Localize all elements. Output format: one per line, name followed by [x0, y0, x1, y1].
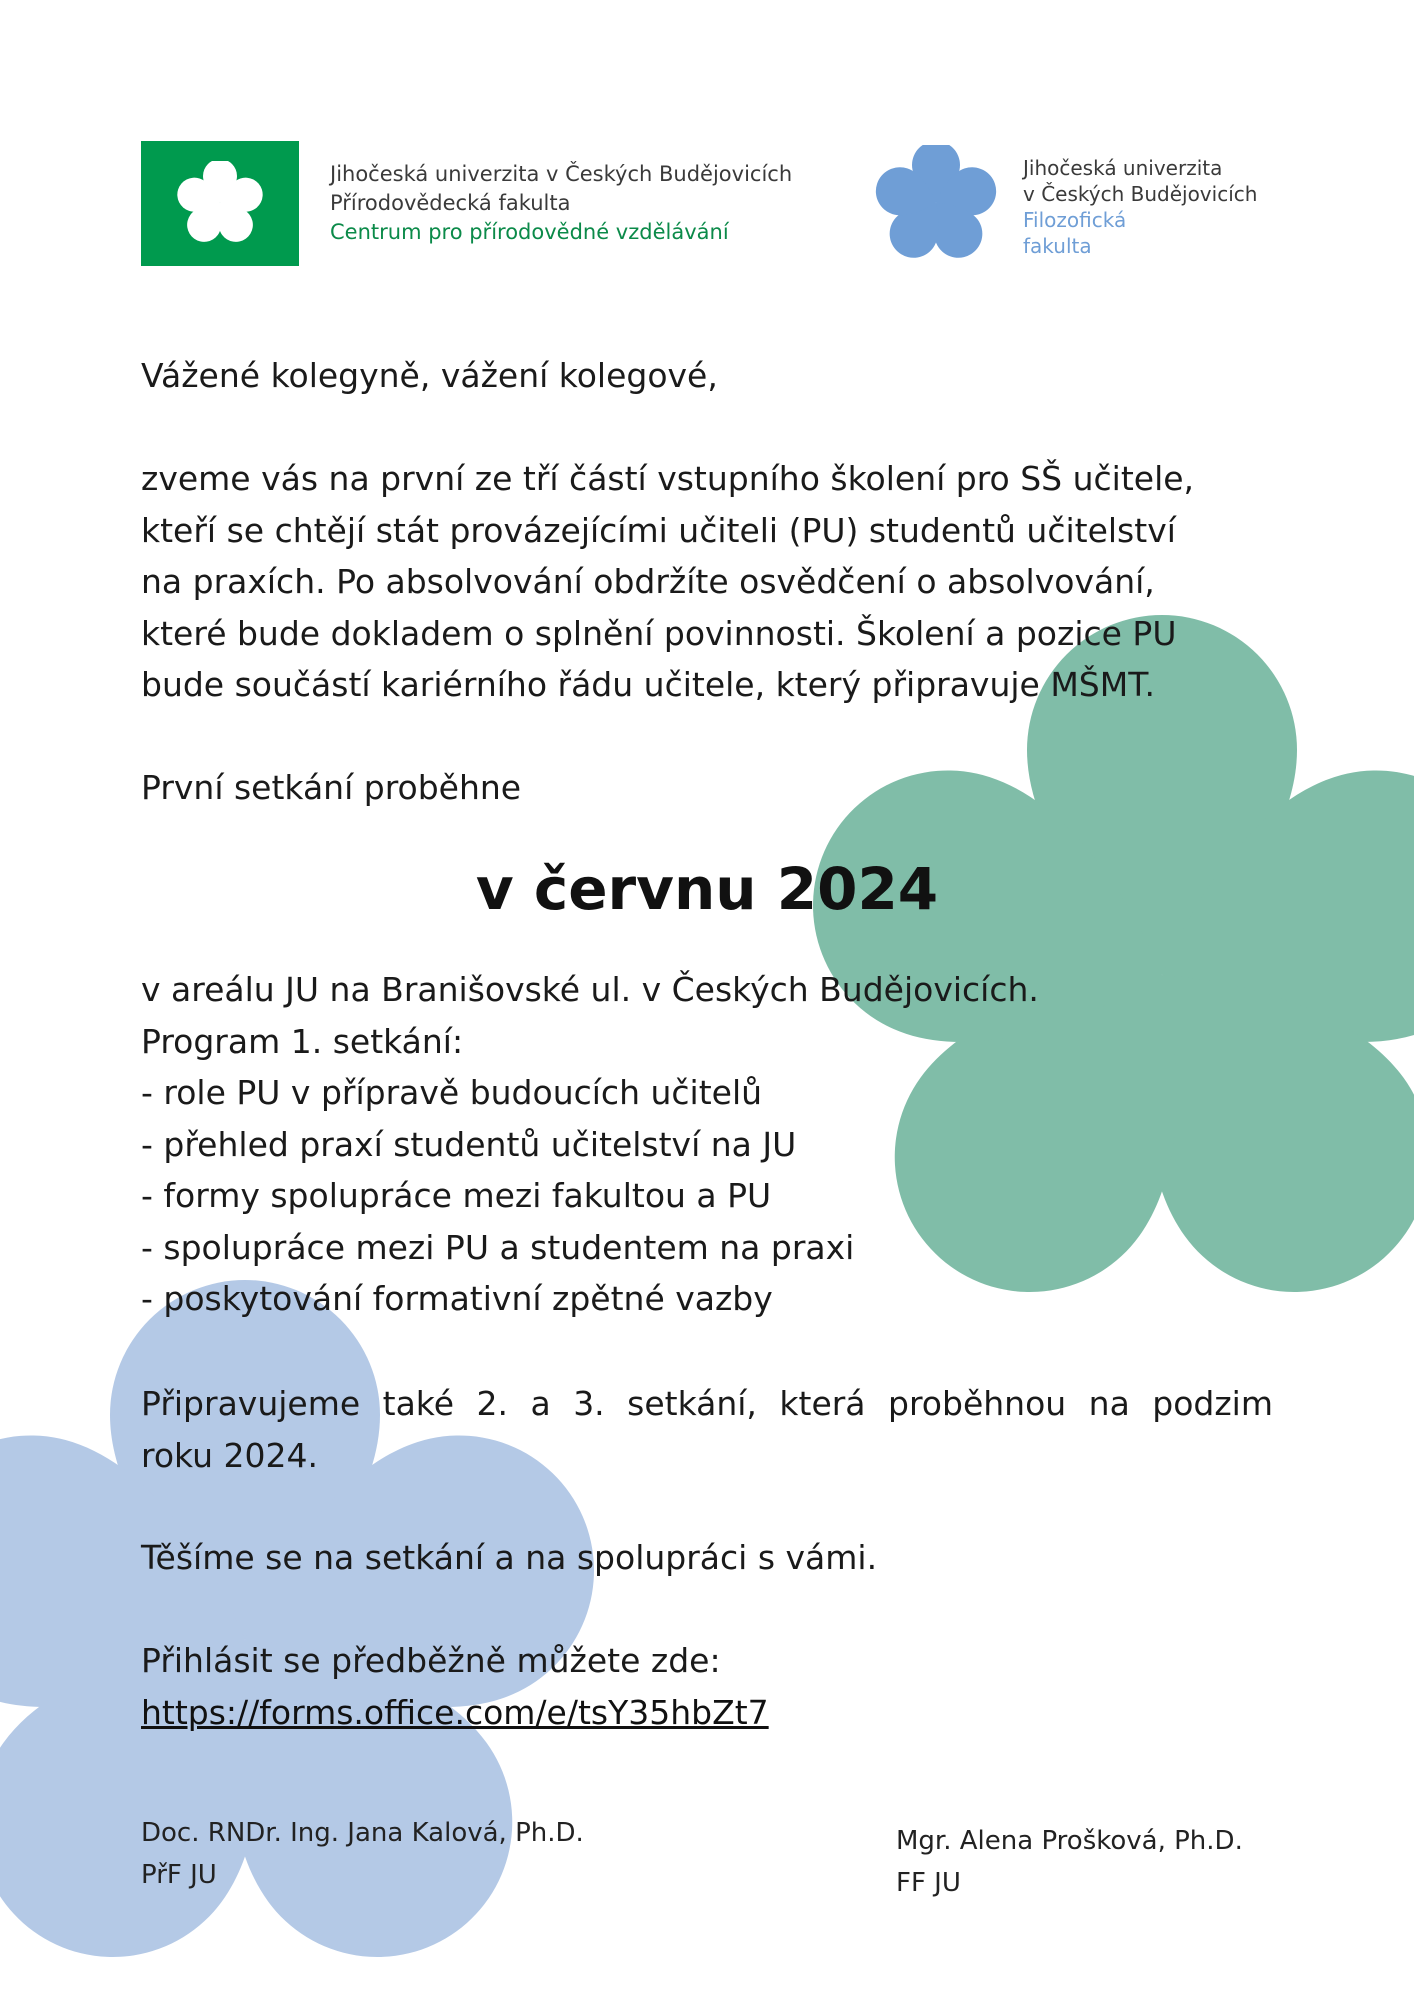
ff-logo-text [1023, 155, 1257, 259]
signup-label: Přihlásit se předběžně můžete zde: [141, 1641, 721, 1680]
prf-center-name: Centrum pro přírodovědné vzdělávání [330, 220, 729, 244]
upcoming-line: roku 2024. [141, 1435, 319, 1475]
greeting: Vážené kolegyně, vážení kolegové, [141, 356, 718, 395]
ff-university-name-1: Jihočeská univerzita [1023, 156, 1223, 180]
program-item: - formy spolupráce mezi fakultou a PU [141, 1176, 772, 1215]
upcoming-word: také [382, 1384, 455, 1423]
upcoming-word: na [1088, 1384, 1130, 1423]
upcoming-word: podzim [1152, 1384, 1273, 1423]
program-section [141, 964, 1273, 1325]
location-text: v areálu JU na Branišovské ul. v Českých Budějovicích. [141, 970, 1039, 1009]
intro-line: bude součástí kariérního řádu učitele, který připravuje MŠMT. [141, 665, 1155, 704]
program-item: - přehled praxí studentů učitelství na JU [141, 1124, 797, 1164]
program-title: Program 1. setkání: [141, 1021, 464, 1061]
upcoming-word: Připravujeme [141, 1384, 361, 1423]
intro-line: zveme vás na první ze tří částí vstupního školení pro SŠ učitele, [141, 459, 1195, 498]
ff-faculty-name-2: fakulta [1023, 234, 1092, 258]
upcoming-word: která [779, 1384, 866, 1423]
intro-paragraph [141, 453, 1273, 711]
ff-logo-flower-icon [874, 145, 998, 265]
upcoming-word: 3. [573, 1384, 605, 1423]
flower-icon [176, 161, 264, 247]
first-meeting-text: První setkání proběhne [141, 768, 522, 807]
intro-line: které bude dokladem o splnění povinnosti. Školení a pozice PU [141, 613, 1177, 653]
prf-logo-text [330, 160, 792, 247]
signature-left-name: Doc. RNDr. Ing. Jana Kalová, Ph.D. [141, 1818, 584, 1848]
ff-university-name-2: v Českých Budějovicích [1023, 182, 1258, 206]
upcoming-word: proběhnou [888, 1384, 1067, 1423]
ff-faculty-name-1: Filozofická [1023, 208, 1127, 232]
date-headline: v červnu 2024 [475, 855, 939, 923]
upcoming-word: a [530, 1384, 551, 1423]
prf-logo [141, 141, 299, 266]
intro-line: na praxích. Po absolvování obdržíte osvědčení o absolvování, [141, 562, 1155, 601]
upcoming-line-justified [141, 1378, 1273, 1430]
signature-right-name: Mgr. Alena Prošková, Ph.D. [896, 1826, 1243, 1856]
signature-right-org: FF JU [896, 1868, 961, 1898]
intro-line: kteří se chtějí stát provázejícími učiteli (PU) studentů učitelství [141, 510, 1176, 550]
program-item: - poskytování formativní zpětné vazby [141, 1279, 773, 1318]
closing-text: Těšíme se na setkání a na spolupráci s vámi. [141, 1538, 878, 1577]
signup-section [141, 1635, 1273, 1738]
signature-right [896, 1820, 1243, 1904]
upcoming-word: setkání, [627, 1384, 757, 1423]
prf-faculty-name: Přírodovědecká fakulta [330, 191, 571, 215]
prf-university-name: Jihočeská univerzita v Českých Budějovicích [330, 162, 793, 186]
upcoming-word: 2. [476, 1384, 509, 1423]
upcoming-paragraph [141, 1378, 1273, 1481]
program-item: - spolupráce mezi PU a studentem na praxi [141, 1227, 855, 1267]
signature-left-org: PřF JU [141, 1860, 217, 1890]
program-item: - role PU v přípravě budoucích učitelů [141, 1073, 763, 1112]
signup-link[interactable]: https://forms.office.com/e/tsY35hbZt7 [141, 1692, 769, 1732]
signature-left [141, 1812, 584, 1896]
